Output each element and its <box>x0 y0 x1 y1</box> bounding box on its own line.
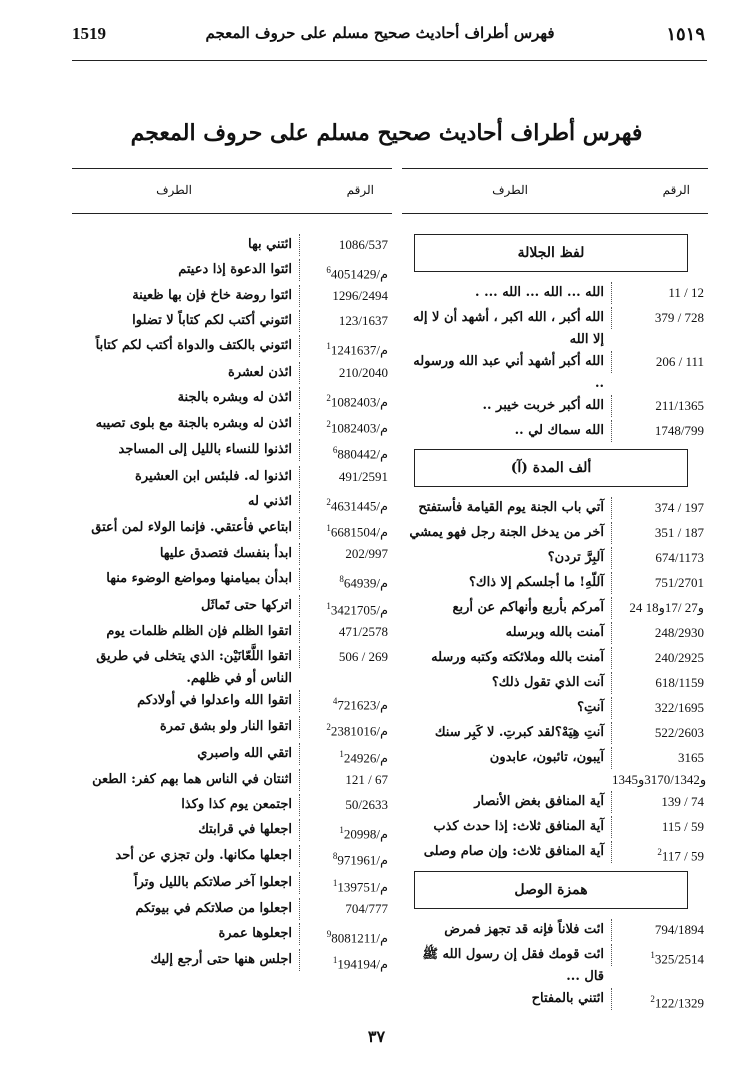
entry-number-value: 342م/1705 <box>330 601 388 617</box>
column-divider <box>610 497 612 519</box>
entry-number-value: 97م/1961 <box>337 852 388 868</box>
entry-number-value: 24م/926 <box>343 749 388 765</box>
entry-text: اجعلوها عمرة <box>218 925 292 941</box>
entry-number <box>300 845 392 871</box>
entry-number-value: 405م/1429 <box>330 266 388 282</box>
entry-text: آتي باب الجنة يوم القيامة فأستفتح <box>418 500 604 515</box>
column-divider <box>298 769 300 791</box>
column-divider <box>298 259 300 281</box>
entry-number: 206 / 111 <box>655 354 704 369</box>
entry-text: اجلس هنها حتى أرجع إليك <box>150 952 292 968</box>
entry-text: ائتني بالمفتاح <box>531 991 604 1007</box>
entry-number-value: 64م/939 <box>343 575 388 591</box>
entry-text: ائت قومك فقل إن رسول الله ﷺ قال ... <box>422 947 604 985</box>
main-title: فهرس أطراف أحاديث صحيح مسلم على حروف المعجم <box>130 120 643 146</box>
entry-superscript: 1 <box>339 748 344 759</box>
entry-text: اجتمعن يوم كذا وكذا <box>181 796 292 812</box>
entry-text: ابدأ بنفسك فتصدق عليها <box>159 546 292 562</box>
entry-text: اتركها حتى تَماثَل <box>201 597 292 613</box>
column-divider <box>298 595 300 617</box>
entry-number-value: 463م/1445 <box>330 497 388 513</box>
index-entry <box>72 310 392 335</box>
entry-number <box>612 841 708 867</box>
entry-text: آخر من يدخل الجنة رجل فهو يمشي <box>409 525 604 540</box>
entry-number-value: 668م/1504 <box>330 524 388 540</box>
index-entry <box>402 747 708 791</box>
entry-number: 374 / 197 <box>654 500 704 515</box>
entry-number <box>300 690 392 716</box>
entry-number: 506 / 269 <box>338 648 388 664</box>
index-entry <box>402 282 708 307</box>
column-divider <box>298 621 300 643</box>
column-divider <box>298 517 300 539</box>
entry-number: 3165 و3170/1342و1345 <box>612 750 707 787</box>
column-divider <box>298 716 300 738</box>
entry-text: اجعلها في قرابتك <box>198 821 292 837</box>
entry-number: 248/2930 <box>654 625 704 640</box>
entry-text: ائتوا روضة خاخ فإن بها ظعينة <box>132 288 292 304</box>
column-divider <box>298 310 300 332</box>
entry-text: اتقوا الله واعدلوا في أولادكم <box>137 692 292 708</box>
column-divider <box>610 672 612 694</box>
entry-number-value: 238م/1016 <box>330 723 388 739</box>
index-entry <box>402 572 708 597</box>
entry-number-value: 117 / 59 <box>661 848 704 864</box>
entry-superscript: 1 <box>326 341 331 352</box>
index-entry <box>72 491 392 517</box>
entry-superscript: 2 <box>326 722 331 733</box>
entry-superscript: 1 <box>326 600 331 611</box>
index-entry <box>402 841 708 867</box>
header-number: الرقم <box>346 183 374 197</box>
column-divider <box>298 646 300 668</box>
entry-text: ابتاعي فأعتقي. فإنما الولاء لمن أعتق <box>91 519 292 535</box>
column-divider <box>298 743 300 765</box>
column-divider <box>610 622 612 644</box>
entry-number: 240/2925 <box>654 650 704 665</box>
entry-text: ائتوني أكتب لكم كتاباً لا تضلوا <box>132 313 292 329</box>
right-rows <box>402 234 708 1015</box>
entry-text: ائذنوا له. فلبئس ابن العشيرة <box>135 468 292 484</box>
entry-number-value: 20م/998 <box>343 826 388 842</box>
entry-number: 471/2578 <box>338 623 388 639</box>
column-divider <box>610 282 612 304</box>
index-entry <box>72 716 392 742</box>
entry-number: 322/1695 <box>654 700 704 715</box>
index-entry <box>72 413 392 439</box>
entry-text: آيبون، تائبون، عابدون <box>489 750 604 765</box>
index-entry <box>402 919 708 944</box>
column-divider <box>298 413 300 435</box>
column-divider <box>610 395 612 417</box>
section-heading: ألف المدة (آ) <box>414 449 688 487</box>
entry-text: اجعلوا آخر صلاتكم بالليل وتراً <box>133 874 292 890</box>
index-entry <box>402 351 708 395</box>
entry-text: آمركم بأربع وأنهاكم عن أربع <box>452 600 604 615</box>
index-entry <box>72 466 392 491</box>
section-heading: لفظ الجلالة <box>414 234 688 272</box>
entry-number <box>300 923 392 949</box>
entry-superscript: 2 <box>326 392 331 403</box>
entry-number-value: 108م/2403 <box>330 393 388 409</box>
entry-number <box>300 335 392 361</box>
header-number: الرقم <box>662 183 690 197</box>
entry-text: الله سماك لي .. <box>514 423 604 438</box>
entry-superscript: 2 <box>326 418 331 429</box>
entry-number <box>300 716 392 742</box>
page-number-arabic: ١٥١٩ <box>666 24 705 45</box>
column-divider <box>610 597 612 619</box>
index-entry <box>402 697 708 722</box>
index-entry <box>402 988 708 1014</box>
entry-text: اجعلوا من صلاتكم في بيوتكم <box>135 900 292 916</box>
index-entry <box>402 622 708 647</box>
entry-superscript: 1 <box>326 522 331 533</box>
column-divider <box>610 572 612 594</box>
index-entry <box>72 898 392 923</box>
left-column <box>72 168 392 976</box>
column-divider <box>298 794 300 816</box>
entry-superscript: 4 <box>332 695 338 706</box>
entry-number-value: 808م/1211 <box>331 930 388 946</box>
entry-text: الله ... الله ... الله ... . <box>475 285 604 300</box>
column-divider <box>298 491 300 513</box>
right-column <box>402 168 708 1015</box>
running-title: فهرس أطراف أحاديث صحيح مسلم على حروف المعجم <box>205 24 555 42</box>
column-divider <box>298 872 300 894</box>
entry-text: ائت فلاناً فإنه قد تجهز فمرض <box>444 922 604 938</box>
entry-text: ائتوا الدعوة إذا دعيتم <box>178 262 292 277</box>
entry-number <box>300 413 392 439</box>
entry-number <box>300 595 392 621</box>
entry-superscript: 1 <box>339 824 344 835</box>
index-entry <box>402 522 708 547</box>
column-divider <box>298 949 300 971</box>
entry-number <box>300 872 392 898</box>
index-entry <box>402 497 708 522</box>
entry-number: 1296/2494 <box>332 288 388 304</box>
entry-number: 121 / 67 <box>345 771 388 787</box>
column-divider <box>610 722 612 744</box>
entry-number: 491/2591 <box>338 468 388 484</box>
entry-number-value: 325/2514 <box>654 951 704 967</box>
footer-page-number: ٣٧ <box>367 1027 386 1046</box>
column-divider <box>610 697 612 719</box>
entry-text: ائذن له وبشره بالجنة <box>177 389 292 405</box>
entry-number-value: 108م/2403 <box>330 420 388 436</box>
index-entry <box>72 439 392 465</box>
index-entry <box>72 259 392 285</box>
column-divider <box>610 841 612 863</box>
index-entry <box>402 816 708 841</box>
column-divider <box>298 845 300 867</box>
index-entry <box>72 234 392 259</box>
entry-number <box>612 944 708 970</box>
entry-number: 1748/799 <box>654 423 704 438</box>
entry-number-value: 122/1329 <box>654 995 704 1011</box>
entry-text: آللّهِ! ما أجلسكم إلا ذاك؟ <box>468 575 604 590</box>
column-divider <box>298 362 300 384</box>
column-divider <box>610 919 612 941</box>
index-entry <box>72 517 392 543</box>
entry-text: اجعلها مكانها. ولن تجزي عن أحد <box>115 848 292 864</box>
index-entry <box>402 307 708 351</box>
entry-number <box>300 517 392 543</box>
index-entry <box>72 872 392 898</box>
entry-number: 115 / 59 <box>661 819 704 834</box>
entry-text: ائذن لعشرة <box>228 364 292 380</box>
section-heading: همزة الوصل <box>414 871 688 909</box>
entry-superscript: 6 <box>326 265 331 275</box>
column-divider <box>298 387 300 409</box>
entry-text: اثنتان في الناس هما بهم كفر: الطعن <box>92 771 292 787</box>
entry-text: آنت الذي تقول ذلك؟ <box>491 675 604 690</box>
index-entry <box>72 743 392 769</box>
entry-number <box>300 568 392 594</box>
entry-superscript: 1 <box>650 950 655 961</box>
column-divider <box>298 466 300 488</box>
column-divider <box>610 522 612 544</box>
entry-superscript: 8 <box>332 851 338 862</box>
column-divider <box>298 923 300 945</box>
entry-superscript: 6 <box>332 445 338 456</box>
entry-superscript: 8 <box>339 574 344 585</box>
entry-number: 674/1173 <box>655 550 704 565</box>
entry-number-value: 124م/1637 <box>330 342 388 358</box>
index-entry <box>72 543 392 568</box>
entry-text: ائذنوا للنساء بالليل إلى المساجد <box>118 442 292 458</box>
index-entry <box>72 819 392 845</box>
entry-text: الله أكبر أشهد أني عبد الله ورسوله .. <box>413 354 604 391</box>
header-rule <box>72 60 707 61</box>
entry-number: 1086/537 <box>338 237 388 252</box>
entry-number: 618/1159 <box>655 675 704 690</box>
column-divider <box>298 285 300 307</box>
index-entry <box>72 387 392 413</box>
entry-text: آية المنافق ثلاث: إذا حدث كذب <box>433 819 604 834</box>
column-divider <box>298 690 300 712</box>
column-divider <box>298 568 300 590</box>
entry-number: 11 / 12 <box>668 285 704 300</box>
entry-text: آنتِ هِيَهْ؟لقد كبرتِ. لا كَبِر سنك <box>434 725 604 740</box>
index-entry <box>72 621 392 646</box>
entry-number: 123/1637 <box>338 313 388 329</box>
entry-number-value: 194م/194 <box>337 956 388 972</box>
index-entry <box>402 791 708 816</box>
column-divider <box>610 747 612 769</box>
entry-number <box>300 259 392 285</box>
entry-text: ائتني بها <box>247 237 292 252</box>
entry-number: 202/997 <box>345 546 388 562</box>
column-divider <box>298 543 300 565</box>
entry-number: 704/777 <box>345 900 388 916</box>
entry-number: 522/2603 <box>654 725 704 740</box>
index-entry <box>402 597 708 622</box>
page-number-latin: 1519 <box>72 24 106 43</box>
column-divider <box>610 351 612 373</box>
index-entry <box>72 335 392 361</box>
index-entry <box>402 395 708 420</box>
entry-text: اتقوا النار ولو بشق تمرة <box>159 719 292 735</box>
index-entry <box>72 949 392 975</box>
entry-text: ائذني له <box>248 493 292 509</box>
column-divider <box>610 420 612 442</box>
entry-number: 210/2040 <box>338 364 388 380</box>
entry-number: 351 / 187 <box>654 525 704 540</box>
index-entry <box>402 420 708 445</box>
column-divider <box>298 335 300 357</box>
column-divider <box>298 898 300 920</box>
entry-text: آية المنافق بغض الأنصار <box>474 794 604 809</box>
entry-number: 24 و27 /17و18 <box>629 600 704 615</box>
entry-number <box>612 988 708 1014</box>
index-entry <box>72 690 392 716</box>
column-divider <box>610 307 612 329</box>
index-entry <box>72 923 392 949</box>
entry-superscript: 2 <box>326 496 331 507</box>
entry-number <box>300 949 392 975</box>
entry-text: آلبِرَّ تردن؟ <box>547 550 604 565</box>
entry-superscript: 1 <box>332 955 338 966</box>
column-divider <box>610 647 612 669</box>
header-text: الطرف <box>492 183 528 197</box>
index-entry <box>72 769 392 794</box>
entry-superscript: 9 <box>326 928 332 939</box>
entry-text: ابدأن بميامنها ومواضع الوضوء منها <box>106 571 292 587</box>
index-entry <box>402 672 708 697</box>
entry-text: آمنت بالله وملائكته وكتبه ورسله <box>431 650 604 665</box>
column-header <box>402 168 708 214</box>
entry-number: 139 / 74 <box>661 794 704 809</box>
entry-text: اتقوا اللَّعّانَيْن: الذي يتخلى في طريق الناس أو في ظلهم. <box>96 648 292 686</box>
entry-number <box>300 491 392 517</box>
column-divider <box>298 439 300 461</box>
entry-superscript: 2 <box>650 994 655 1005</box>
column-divider <box>610 988 612 1010</box>
entry-text: الله أكبر ، الله اكبر ، أشهد أن لا إله إلا الله <box>412 310 604 347</box>
index-entry <box>72 595 392 621</box>
entry-number-value: 880م/442 <box>337 446 388 462</box>
index-entry <box>402 647 708 672</box>
entry-number: 50/2633 <box>345 796 388 812</box>
entry-text: آية المنافق ثلاث: وإن صام وصلى <box>423 844 604 859</box>
column-divider <box>298 819 300 841</box>
index-entry <box>72 568 392 594</box>
entry-number: 379 / 728 <box>654 310 704 325</box>
entry-number <box>300 743 392 769</box>
entry-number-value: 139م/751 <box>337 878 388 894</box>
column-divider <box>610 547 612 569</box>
column-divider <box>298 234 300 256</box>
entry-number <box>300 819 392 845</box>
left-rows <box>72 234 392 976</box>
entry-text: آمنت بالله وبرسله <box>505 625 604 640</box>
index-entry <box>402 547 708 572</box>
index-entry <box>402 944 708 988</box>
entry-text: اتقوا الظلم فإن الظلم ظلمات يوم <box>106 623 292 639</box>
entry-number: 751/2701 <box>654 575 704 590</box>
entry-superscript: 1 <box>332 877 338 888</box>
entry-number: 794/1894 <box>654 922 704 938</box>
header-text: الطرف <box>156 183 192 197</box>
entry-text: آنتِ؟ <box>577 700 604 715</box>
column-header <box>72 168 392 214</box>
index-entry <box>72 646 392 690</box>
entry-text: اتقي الله واصبري <box>197 745 292 761</box>
index-entry <box>72 845 392 871</box>
column-divider <box>610 816 612 838</box>
entry-text: ائتوني بالكتف والدواة أكتب لكم كتاباً <box>95 338 292 354</box>
index-entry <box>72 362 392 387</box>
entry-text: ائذن له وبشره بالجنة مع بلوى تصيبه <box>95 415 292 431</box>
column-divider <box>610 944 612 966</box>
entry-number <box>300 387 392 413</box>
entry-number-value: 72م/1623 <box>337 697 388 713</box>
entry-superscript: 2 <box>657 847 662 857</box>
entry-number <box>300 439 392 465</box>
entry-number: 211/1365 <box>655 398 704 413</box>
column-divider <box>610 791 612 813</box>
index-entry <box>402 722 708 747</box>
index-entry <box>72 794 392 819</box>
index-entry <box>72 285 392 310</box>
entry-text: الله أكبر خربت خيبر .. <box>482 398 604 413</box>
